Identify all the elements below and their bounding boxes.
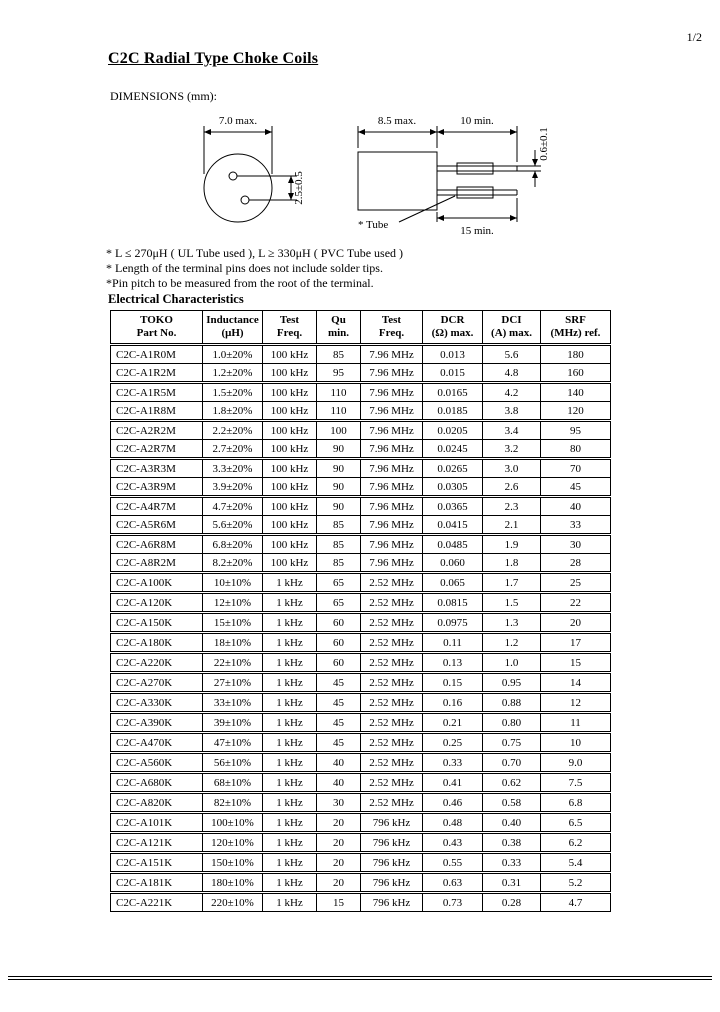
value-cell: 2.52 MHz xyxy=(361,754,423,772)
value-cell: 1 kHz xyxy=(263,574,317,592)
part-number-cell: C2C-A3R9M xyxy=(111,478,203,496)
table-row xyxy=(111,614,611,632)
table-row xyxy=(111,834,611,852)
value-cell: 0.41 xyxy=(423,774,483,792)
value-cell: 1 kHz xyxy=(263,894,317,912)
pin-bottom xyxy=(241,196,249,204)
value-cell: 7.96 MHz xyxy=(361,536,423,554)
table-body xyxy=(111,344,611,912)
value-cell: 7.96 MHz xyxy=(361,440,423,458)
part-number-cell: C2C-A4R7M xyxy=(111,498,203,516)
value-cell: 1.8 xyxy=(483,554,541,572)
value-cell: 796 kHz xyxy=(361,874,423,892)
note-line: * Length of the terminal pins does not include solder tips. xyxy=(106,261,383,275)
value-cell: 0.31 xyxy=(483,874,541,892)
value-cell: 0.62 xyxy=(483,774,541,792)
value-cell: 4.7±20% xyxy=(203,498,263,516)
value-cell: 25 xyxy=(541,574,611,592)
value-cell: 1 kHz xyxy=(263,794,317,812)
value-cell: 2.52 MHz xyxy=(361,574,423,592)
part-number-cell: C2C-A560K xyxy=(111,754,203,772)
table-row xyxy=(111,634,611,652)
table-row xyxy=(111,674,611,692)
value-cell: 4.2 xyxy=(483,384,541,402)
table-row xyxy=(111,402,611,420)
value-cell: 68±10% xyxy=(203,774,263,792)
value-cell: 0.0245 xyxy=(423,440,483,458)
part-number-cell: C2C-A390K xyxy=(111,714,203,732)
value-cell: 11 xyxy=(541,714,611,732)
value-cell: 0.88 xyxy=(483,694,541,712)
section-title: Electrical Characteristics xyxy=(108,292,244,306)
value-cell: 45 xyxy=(317,734,361,752)
value-cell: 2.6 xyxy=(483,478,541,496)
value-cell: 7.96 MHz xyxy=(361,402,423,420)
value-cell: 1 kHz xyxy=(263,634,317,652)
value-cell: 82±10% xyxy=(203,794,263,812)
page-number: 1/2 xyxy=(686,30,702,44)
dim-lead-length: 15 min. xyxy=(460,225,494,237)
part-number-cell: C2C-A2R7M xyxy=(111,440,203,458)
value-cell: 0.060 xyxy=(423,554,483,572)
table-row xyxy=(111,554,611,572)
value-cell: 28 xyxy=(541,554,611,572)
value-cell: 1.3 xyxy=(483,614,541,632)
value-cell: 0.75 xyxy=(483,734,541,752)
dimensions-diagram xyxy=(105,108,585,248)
value-cell: 85 xyxy=(317,516,361,534)
value-cell: 15 xyxy=(541,654,611,672)
value-cell: 6.8 xyxy=(541,794,611,812)
tube-label: * Tube xyxy=(358,219,389,231)
page-title: C2C Radial Type Choke Coils xyxy=(108,50,319,67)
value-cell: 10 xyxy=(541,734,611,752)
value-cell: 60 xyxy=(317,614,361,632)
value-cell: 2.52 MHz xyxy=(361,714,423,732)
value-cell: 120±10% xyxy=(203,834,263,852)
value-cell: 95 xyxy=(541,422,611,440)
column-header: TOKO Part No. xyxy=(111,311,203,344)
value-cell: 12 xyxy=(541,694,611,712)
value-cell: 0.0975 xyxy=(423,614,483,632)
table-row xyxy=(111,594,611,612)
part-number-cell: C2C-A100K xyxy=(111,574,203,592)
value-cell: 39±10% xyxy=(203,714,263,732)
value-cell: 1.9 xyxy=(483,536,541,554)
part-number-cell: C2C-A680K xyxy=(111,774,203,792)
table-row xyxy=(111,654,611,672)
value-cell: 140 xyxy=(541,384,611,402)
footer-rule xyxy=(8,976,712,980)
value-cell: 95 xyxy=(317,364,361,382)
value-cell: 4.8 xyxy=(483,364,541,382)
value-cell: 2.52 MHz xyxy=(361,774,423,792)
value-cell: 90 xyxy=(317,498,361,516)
value-cell: 7.96 MHz xyxy=(361,422,423,440)
column-header: Test Freq. xyxy=(361,311,423,344)
value-cell: 0.21 xyxy=(423,714,483,732)
value-cell: 0.0305 xyxy=(423,478,483,496)
value-cell: 22±10% xyxy=(203,654,263,672)
value-cell: 3.2 xyxy=(483,440,541,458)
value-cell: 65 xyxy=(317,574,361,592)
part-number-cell: C2C-A180K xyxy=(111,634,203,652)
part-number-cell: C2C-A1R8M xyxy=(111,402,203,420)
value-cell: 5.4 xyxy=(541,854,611,872)
value-cell: 1.2 xyxy=(483,634,541,652)
value-cell: 100 kHz xyxy=(263,402,317,420)
value-cell: 7.96 MHz xyxy=(361,364,423,382)
value-cell: 0.13 xyxy=(423,654,483,672)
value-cell: 3.3±20% xyxy=(203,460,263,478)
column-header: SRF (MHz) ref. xyxy=(541,311,611,344)
value-cell: 1.5 xyxy=(483,594,541,612)
value-cell: 6.2 xyxy=(541,834,611,852)
value-cell: 2.52 MHz xyxy=(361,694,423,712)
value-cell: 56±10% xyxy=(203,754,263,772)
value-cell: 0.33 xyxy=(483,854,541,872)
value-cell: 45 xyxy=(317,714,361,732)
value-cell: 2.52 MHz xyxy=(361,734,423,752)
part-number-cell: C2C-A270K xyxy=(111,674,203,692)
value-cell: 0.25 xyxy=(423,734,483,752)
value-cell: 1.8±20% xyxy=(203,402,263,420)
value-cell: 0.46 xyxy=(423,794,483,812)
part-number-cell: C2C-A1R2M xyxy=(111,364,203,382)
dimensions-label: DIMENSIONS (mm): xyxy=(110,89,217,103)
value-cell: 3.4 xyxy=(483,422,541,440)
value-cell: 90 xyxy=(317,440,361,458)
column-header: DCR (Ω) max. xyxy=(423,311,483,344)
table-row xyxy=(111,774,611,792)
value-cell: 85 xyxy=(317,554,361,572)
value-cell: 2.3 xyxy=(483,498,541,516)
value-cell: 47±10% xyxy=(203,734,263,752)
value-cell: 1 kHz xyxy=(263,714,317,732)
column-header: Qu min. xyxy=(317,311,361,344)
value-cell: 1 kHz xyxy=(263,814,317,832)
tube-upper xyxy=(457,163,493,174)
value-cell: 12±10% xyxy=(203,594,263,612)
value-cell: 40 xyxy=(541,498,611,516)
value-cell: 0.70 xyxy=(483,754,541,772)
value-cell: 65 xyxy=(317,594,361,612)
value-cell: 796 kHz xyxy=(361,854,423,872)
part-number-cell: C2C-A1R0M xyxy=(111,346,203,364)
electrical-table xyxy=(110,310,611,912)
value-cell: 20 xyxy=(317,834,361,852)
table-row xyxy=(111,536,611,554)
value-cell: 1 kHz xyxy=(263,854,317,872)
part-number-cell: C2C-A120K xyxy=(111,594,203,612)
value-cell: 0.0185 xyxy=(423,402,483,420)
value-cell: 1 kHz xyxy=(263,734,317,752)
value-cell: 20 xyxy=(317,814,361,832)
value-cell: 796 kHz xyxy=(361,814,423,832)
value-cell: 0.013 xyxy=(423,346,483,364)
value-cell: 1 kHz xyxy=(263,674,317,692)
value-cell: 40 xyxy=(317,754,361,772)
body-side-outline xyxy=(358,152,437,210)
value-cell: 796 kHz xyxy=(361,894,423,912)
value-cell: 1 kHz xyxy=(263,594,317,612)
value-cell: 100 kHz xyxy=(263,346,317,364)
value-cell: 110 xyxy=(317,384,361,402)
value-cell: 0.11 xyxy=(423,634,483,652)
value-cell: 100 kHz xyxy=(263,536,317,554)
value-cell: 2.52 MHz xyxy=(361,634,423,652)
value-cell: 7.5 xyxy=(541,774,611,792)
part-number-cell: C2C-A470K xyxy=(111,734,203,752)
value-cell: 0.40 xyxy=(483,814,541,832)
value-cell: 0.0205 xyxy=(423,422,483,440)
value-cell: 1 kHz xyxy=(263,774,317,792)
part-number-cell: C2C-A820K xyxy=(111,794,203,812)
value-cell: 3.0 xyxy=(483,460,541,478)
part-number-cell: C2C-A221K xyxy=(111,894,203,912)
note-line: * L ≤ 270μH ( UL Tube used ), L ≥ 330μH ( PVC Tube used ) xyxy=(106,246,404,260)
value-cell: 20 xyxy=(317,854,361,872)
value-cell: 100 xyxy=(317,422,361,440)
table-row xyxy=(111,346,611,364)
value-cell: 100 kHz xyxy=(263,460,317,478)
table-header xyxy=(111,311,611,344)
value-cell: 0.95 xyxy=(483,674,541,692)
table-row xyxy=(111,460,611,478)
column-header: Test Freq. xyxy=(263,311,317,344)
value-cell: 27±10% xyxy=(203,674,263,692)
value-cell: 160 xyxy=(541,364,611,382)
table-row xyxy=(111,498,611,516)
table-row xyxy=(111,422,611,440)
value-cell: 2.52 MHz xyxy=(361,654,423,672)
part-number-cell: C2C-A1R5M xyxy=(111,384,203,402)
value-cell: 1 kHz xyxy=(263,754,317,772)
value-cell: 40 xyxy=(317,774,361,792)
table-row xyxy=(111,874,611,892)
value-cell: 10±10% xyxy=(203,574,263,592)
value-cell: 17 xyxy=(541,634,611,652)
value-cell: 1.2±20% xyxy=(203,364,263,382)
table-row xyxy=(111,894,611,912)
part-number-cell: C2C-A8R2M xyxy=(111,554,203,572)
value-cell: 70 xyxy=(541,460,611,478)
dim-pin-pitch: 2.5±0.5 xyxy=(293,171,305,205)
value-cell: 7.96 MHz xyxy=(361,460,423,478)
value-cell: 30 xyxy=(541,536,611,554)
side-view xyxy=(358,115,550,237)
value-cell: 9.0 xyxy=(541,754,611,772)
value-cell: 0.55 xyxy=(423,854,483,872)
value-cell: 2.52 MHz xyxy=(361,674,423,692)
value-cell: 0.0815 xyxy=(423,594,483,612)
value-cell: 7.96 MHz xyxy=(361,346,423,364)
value-cell: 100 kHz xyxy=(263,498,317,516)
part-number-cell: C2C-A3R3M xyxy=(111,460,203,478)
value-cell: 6.8±20% xyxy=(203,536,263,554)
value-cell: 7.96 MHz xyxy=(361,384,423,402)
value-cell: 0.0365 xyxy=(423,498,483,516)
value-cell: 1.7 xyxy=(483,574,541,592)
value-cell: 180 xyxy=(541,346,611,364)
front-view xyxy=(204,115,305,222)
value-cell: 1 kHz xyxy=(263,834,317,852)
part-number-cell: C2C-A330K xyxy=(111,694,203,712)
value-cell: 220±10% xyxy=(203,894,263,912)
value-cell: 15±10% xyxy=(203,614,263,632)
value-cell: 180±10% xyxy=(203,874,263,892)
value-cell: 100 kHz xyxy=(263,422,317,440)
value-cell: 150±10% xyxy=(203,854,263,872)
table-row xyxy=(111,814,611,832)
value-cell: 0.58 xyxy=(483,794,541,812)
value-cell: 1 kHz xyxy=(263,874,317,892)
value-cell: 60 xyxy=(317,634,361,652)
value-cell: 100 kHz xyxy=(263,516,317,534)
value-cell: 2.52 MHz xyxy=(361,614,423,632)
table-row xyxy=(111,854,611,872)
table-row xyxy=(111,440,611,458)
part-number-cell: C2C-A151K xyxy=(111,854,203,872)
value-cell: 2.52 MHz xyxy=(361,794,423,812)
value-cell: 33 xyxy=(541,516,611,534)
value-cell: 2.2±20% xyxy=(203,422,263,440)
value-cell: 0.43 xyxy=(423,834,483,852)
value-cell: 18±10% xyxy=(203,634,263,652)
notes xyxy=(106,246,403,291)
value-cell: 0.33 xyxy=(423,754,483,772)
value-cell: 20 xyxy=(317,874,361,892)
part-number-cell: C2C-A2R2M xyxy=(111,422,203,440)
value-cell: 100 kHz xyxy=(263,554,317,572)
value-cell: 45 xyxy=(317,674,361,692)
table-row xyxy=(111,754,611,772)
value-cell: 7.96 MHz xyxy=(361,554,423,572)
value-cell: 80 xyxy=(541,440,611,458)
value-cell: 0.0485 xyxy=(423,536,483,554)
value-cell: 1 kHz xyxy=(263,694,317,712)
value-cell: 100±10% xyxy=(203,814,263,832)
table-row xyxy=(111,478,611,496)
value-cell: 33±10% xyxy=(203,694,263,712)
value-cell: 5.6±20% xyxy=(203,516,263,534)
value-cell: 45 xyxy=(541,478,611,496)
part-number-cell: C2C-A5R6M xyxy=(111,516,203,534)
value-cell: 14 xyxy=(541,674,611,692)
value-cell: 5.2 xyxy=(541,874,611,892)
value-cell: 2.1 xyxy=(483,516,541,534)
value-cell: 2.52 MHz xyxy=(361,594,423,612)
value-cell: 0.48 xyxy=(423,814,483,832)
dim-body-length: 8.5 max. xyxy=(377,115,417,127)
value-cell: 0.015 xyxy=(423,364,483,382)
value-cell: 6.5 xyxy=(541,814,611,832)
value-cell: 60 xyxy=(317,654,361,672)
value-cell: 1.0±20% xyxy=(203,346,263,364)
value-cell: 100 kHz xyxy=(263,364,317,382)
value-cell: 22 xyxy=(541,594,611,612)
table-row xyxy=(111,516,611,534)
part-number-cell: C2C-A121K xyxy=(111,834,203,852)
value-cell: 0.80 xyxy=(483,714,541,732)
column-header: DCI (A) max. xyxy=(483,311,541,344)
table-row xyxy=(111,794,611,812)
table-row xyxy=(111,364,611,382)
value-cell: 4.7 xyxy=(541,894,611,912)
value-cell: 20 xyxy=(541,614,611,632)
value-cell: 100 kHz xyxy=(263,478,317,496)
part-number-cell: C2C-A150K xyxy=(111,614,203,632)
part-number-cell: C2C-A220K xyxy=(111,654,203,672)
value-cell: 7.96 MHz xyxy=(361,498,423,516)
value-cell: 45 xyxy=(317,694,361,712)
value-cell: 1 kHz xyxy=(263,614,317,632)
value-cell: 0.28 xyxy=(483,894,541,912)
value-cell: 7.96 MHz xyxy=(361,478,423,496)
pin-top xyxy=(229,172,237,180)
dim-lead-diameter: 0.6±0.1 xyxy=(538,127,550,161)
value-cell: 0.0415 xyxy=(423,516,483,534)
value-cell: 110 xyxy=(317,402,361,420)
value-cell: 0.63 xyxy=(423,874,483,892)
value-cell: 0.73 xyxy=(423,894,483,912)
value-cell: 1.0 xyxy=(483,654,541,672)
value-cell: 0.15 xyxy=(423,674,483,692)
value-cell: 5.6 xyxy=(483,346,541,364)
value-cell: 1.5±20% xyxy=(203,384,263,402)
dim-lead-straight: 10 min. xyxy=(460,115,494,127)
value-cell: 85 xyxy=(317,536,361,554)
note-line: *Pin pitch to be measured from the root of the terminal. xyxy=(106,276,374,290)
value-cell: 7.96 MHz xyxy=(361,516,423,534)
value-cell: 2.7±20% xyxy=(203,440,263,458)
table-row xyxy=(111,714,611,732)
table-row xyxy=(111,574,611,592)
value-cell: 0.065 xyxy=(423,574,483,592)
value-cell: 100 kHz xyxy=(263,384,317,402)
tube-lower xyxy=(457,187,493,198)
value-cell: 90 xyxy=(317,478,361,496)
value-cell: 0.0165 xyxy=(423,384,483,402)
value-cell: 120 xyxy=(541,402,611,420)
value-cell: 1 kHz xyxy=(263,654,317,672)
value-cell: 15 xyxy=(317,894,361,912)
value-cell: 3.9±20% xyxy=(203,478,263,496)
value-cell: 796 kHz xyxy=(361,834,423,852)
table-row xyxy=(111,734,611,752)
part-number-cell: C2C-A101K xyxy=(111,814,203,832)
table-row xyxy=(111,694,611,712)
value-cell: 0.0265 xyxy=(423,460,483,478)
column-header: Inductance (μH) xyxy=(203,311,263,344)
value-cell: 8.2±20% xyxy=(203,554,263,572)
body-outline xyxy=(204,154,272,222)
value-cell: 0.38 xyxy=(483,834,541,852)
table-row xyxy=(111,384,611,402)
value-cell: 85 xyxy=(317,346,361,364)
value-cell: 30 xyxy=(317,794,361,812)
part-number-cell: C2C-A181K xyxy=(111,874,203,892)
part-number-cell: C2C-A6R8M xyxy=(111,536,203,554)
value-cell: 90 xyxy=(317,460,361,478)
value-cell: 0.16 xyxy=(423,694,483,712)
value-cell: 100 kHz xyxy=(263,440,317,458)
value-cell: 3.8 xyxy=(483,402,541,420)
dim-body-diameter: 7.0 max. xyxy=(218,115,258,127)
